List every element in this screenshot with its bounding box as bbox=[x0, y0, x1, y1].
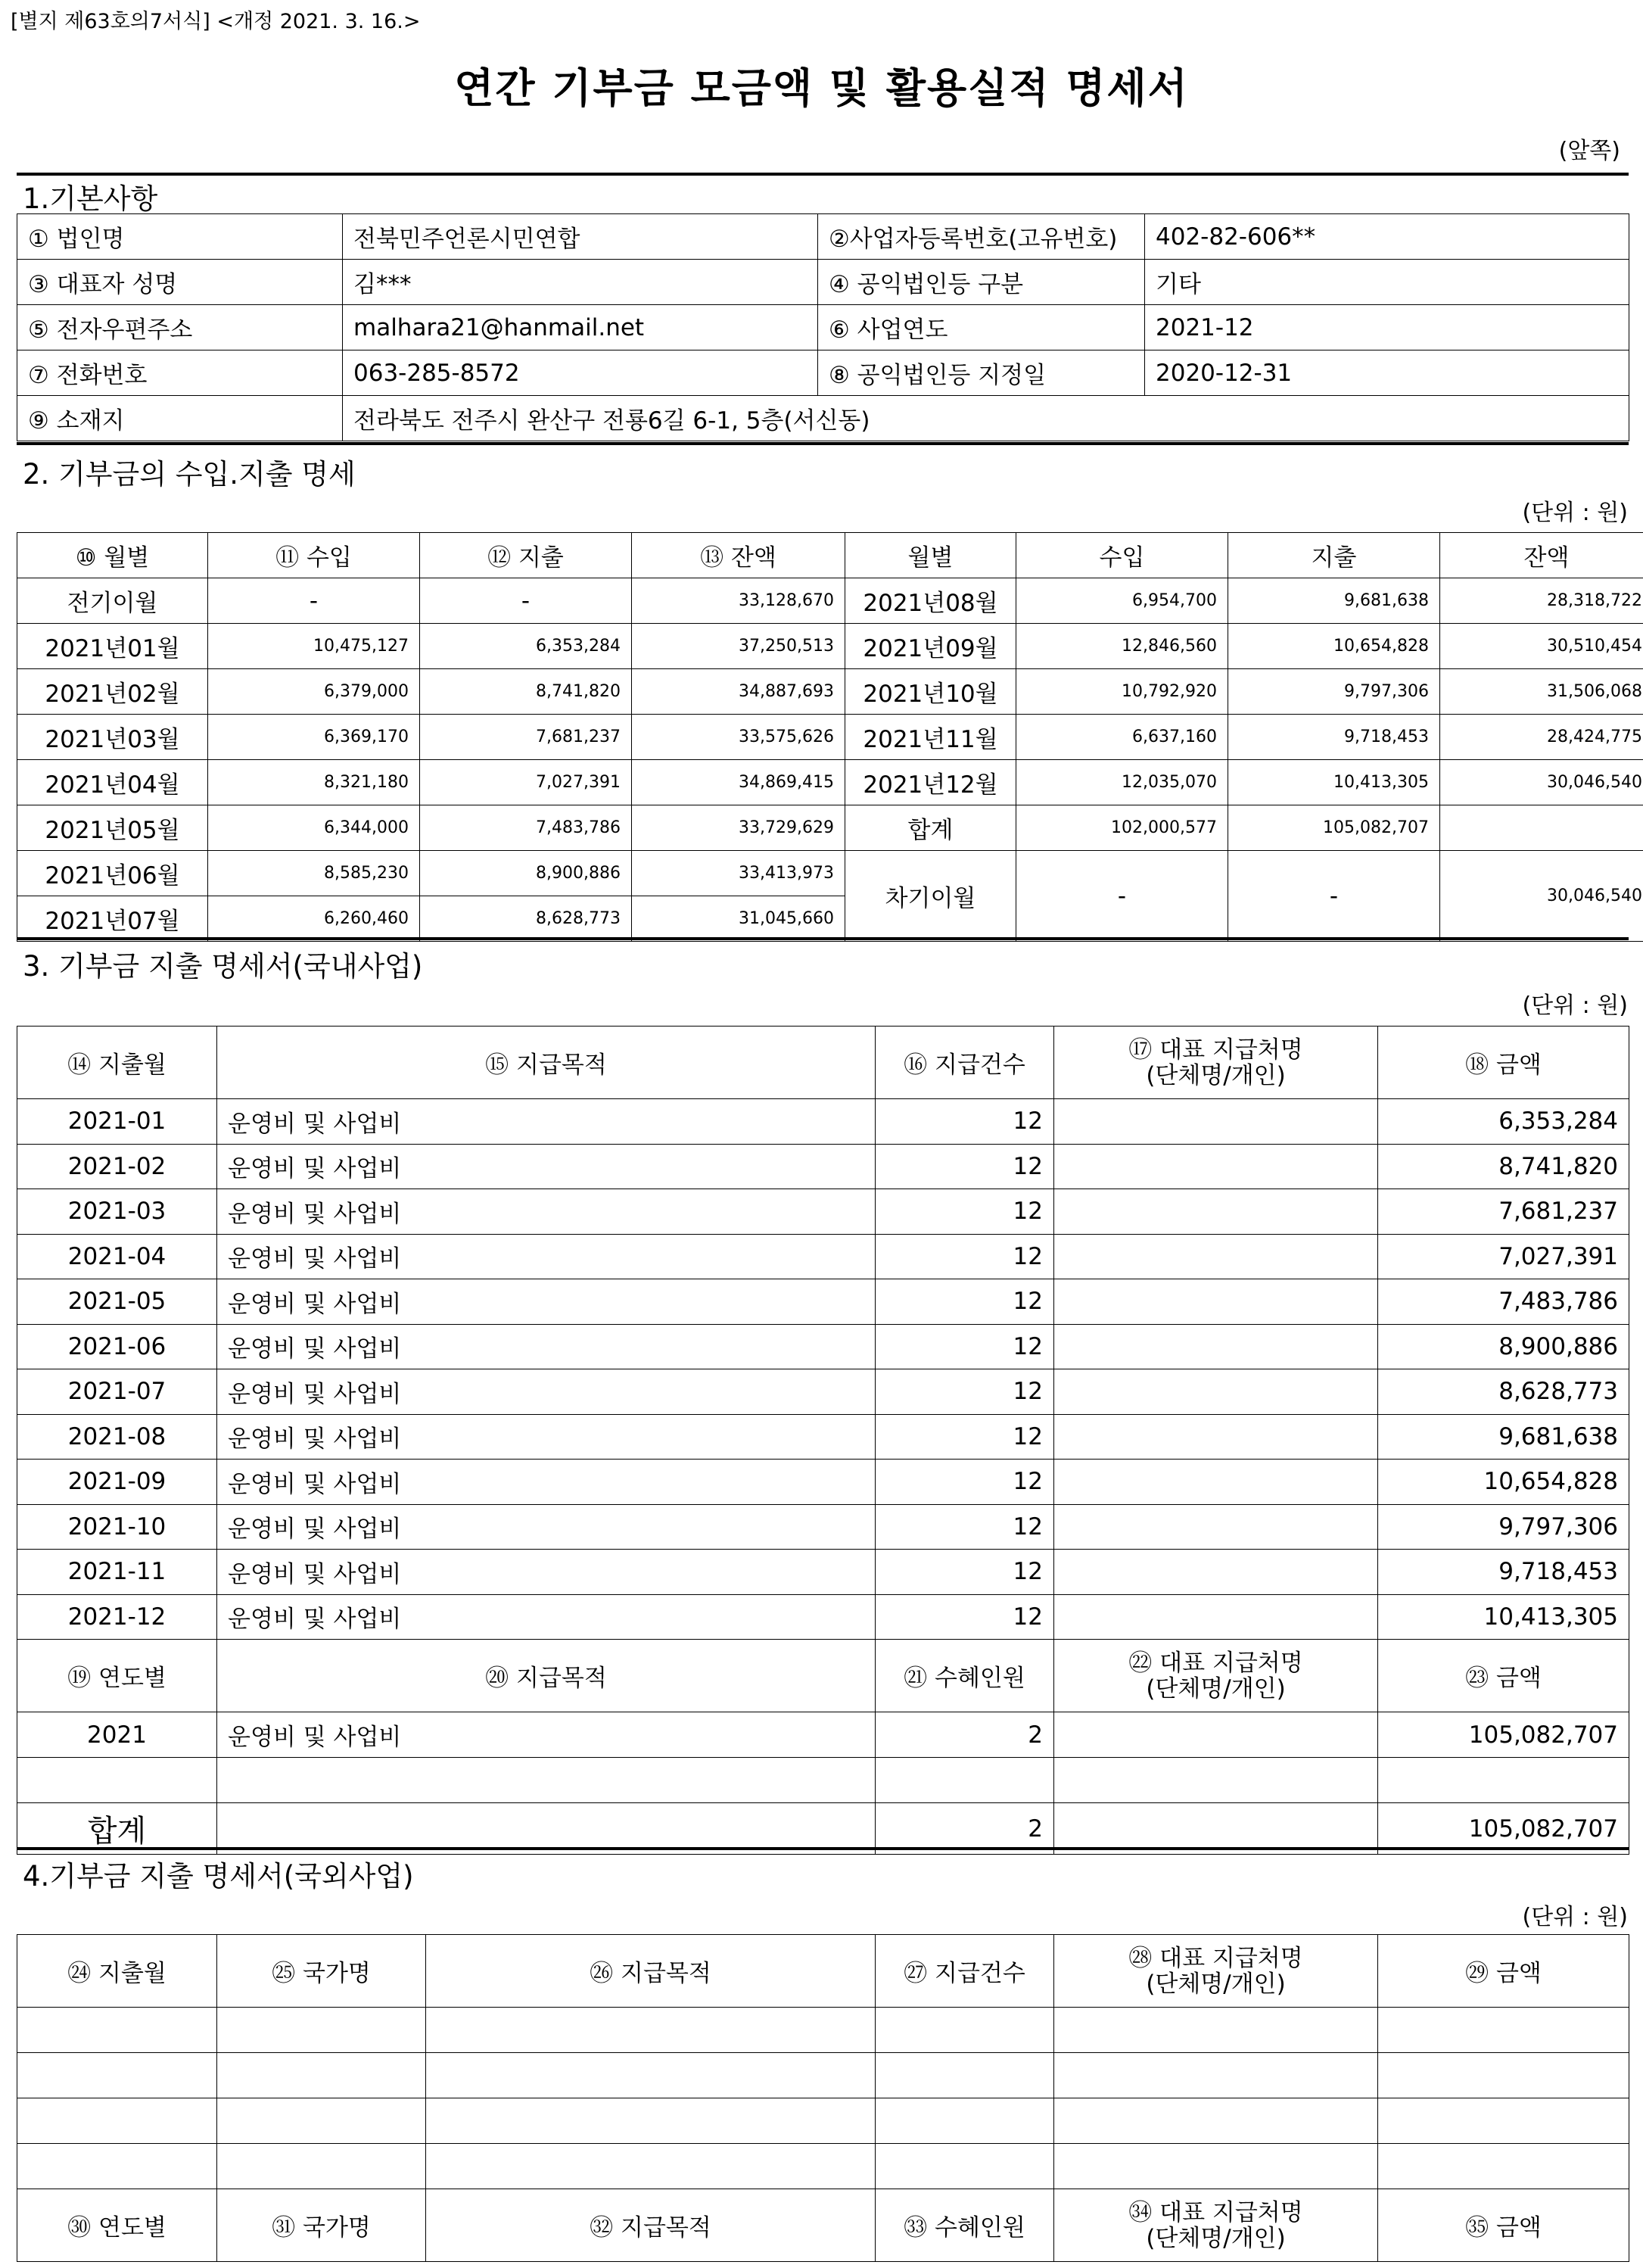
field-label: ① 법인명 bbox=[17, 214, 343, 260]
total-label: 합계 bbox=[17, 1803, 217, 1855]
month-cell: 2021년03월 bbox=[17, 715, 208, 760]
empty-cell bbox=[17, 2053, 217, 2098]
payee-cell bbox=[1054, 1189, 1378, 1235]
header-line: (단체명/개인) bbox=[1146, 1061, 1286, 1089]
count-cell: 12 bbox=[876, 1550, 1054, 1595]
count-cell: 12 bbox=[876, 1369, 1054, 1415]
amount-cell: 33,729,629 bbox=[632, 805, 845, 851]
table-header-row bbox=[17, 533, 1643, 578]
empty-cell bbox=[217, 2098, 426, 2144]
amount-cell: 8,741,820 bbox=[420, 669, 632, 715]
year-cell: 2021 bbox=[17, 1712, 217, 1758]
empty-cell bbox=[1054, 2144, 1378, 2189]
count-cell: 12 bbox=[876, 1099, 1054, 1145]
count-cell: 12 bbox=[876, 1144, 1054, 1189]
payee-cell bbox=[1054, 1099, 1378, 1145]
header-line: ⑰ 대표 지급처명 bbox=[1128, 1036, 1303, 1064]
empty-cell bbox=[426, 2144, 876, 2189]
expense-row bbox=[17, 1594, 1629, 1640]
section-divider bbox=[17, 442, 1629, 445]
empty-cell bbox=[17, 2008, 217, 2053]
month-cell: 2021-09 bbox=[17, 1460, 217, 1505]
amount-cell: 12,035,070 bbox=[1016, 760, 1228, 805]
column-header: ㉔ 지출월 bbox=[17, 1935, 217, 2008]
month-cell: 2021년09월 bbox=[845, 624, 1016, 669]
payee-cell bbox=[1054, 1504, 1378, 1550]
amount-cell: 105,082,707 bbox=[1378, 1712, 1629, 1758]
empty-cell bbox=[426, 2053, 876, 2098]
amount-cell: 9,718,453 bbox=[1228, 715, 1440, 760]
payee-cell bbox=[1054, 1279, 1378, 1325]
month-cell: 2021년02월 bbox=[17, 669, 208, 715]
empty-row bbox=[17, 2144, 1629, 2189]
field-label: ③ 대표자 성명 bbox=[17, 260, 343, 305]
column-header: ⑯ 지급건수 bbox=[876, 1027, 1054, 1099]
field-label: ⑨ 소재지 bbox=[17, 396, 343, 441]
field-value: malhara21@hanmail.net bbox=[343, 305, 818, 350]
month-cell: 2021년08월 bbox=[845, 578, 1016, 624]
expense-row bbox=[17, 1279, 1629, 1325]
column-header bbox=[1054, 1027, 1378, 1099]
month-cell: 합계 bbox=[845, 805, 1016, 851]
column-header: ⑬ 잔액 bbox=[632, 533, 845, 578]
count-cell: 12 bbox=[876, 1279, 1054, 1325]
domestic-expense-table bbox=[17, 1026, 1629, 1855]
empty-cell bbox=[1378, 2144, 1629, 2189]
amount-cell: 8,628,773 bbox=[1378, 1369, 1629, 1415]
column-header: ⑪ 수입 bbox=[208, 533, 420, 578]
amount-cell: 6,260,460 bbox=[208, 896, 420, 942]
amount-cell: 8,741,820 bbox=[1378, 1144, 1629, 1189]
empty-cell bbox=[1054, 2053, 1378, 2098]
column-header: ⑭ 지출월 bbox=[17, 1027, 217, 1099]
header-line: ㉞ 대표 지급처명 bbox=[1128, 2198, 1303, 2226]
basic-info-row bbox=[17, 214, 1629, 260]
section-divider bbox=[17, 937, 1629, 940]
purpose-cell: 운영비 및 사업비 bbox=[217, 1189, 876, 1235]
amount-cell: 6,637,160 bbox=[1016, 715, 1228, 760]
column-header: ㉕ 국가명 bbox=[217, 1935, 426, 2008]
section-title-basic-info: 1.기본사항 bbox=[23, 182, 158, 215]
month-cell: 2021-10 bbox=[17, 1504, 217, 1550]
field-label: ⑧ 공익법인등 지정일 bbox=[818, 350, 1145, 396]
column-header: ㉛ 국가명 bbox=[217, 2189, 426, 2262]
amount-cell: 10,792,920 bbox=[1016, 669, 1228, 715]
amount-cell bbox=[1378, 1758, 1629, 1803]
monthly-row bbox=[17, 669, 1643, 715]
amount-cell bbox=[1440, 805, 1643, 851]
monthly-row bbox=[17, 715, 1643, 760]
amount-cell: 6,954,700 bbox=[1016, 578, 1228, 624]
expense-row bbox=[17, 1099, 1629, 1145]
expense-row bbox=[17, 1550, 1629, 1595]
payee-cell bbox=[1054, 1234, 1378, 1279]
purpose-cell bbox=[217, 1758, 876, 1803]
month-cell: 2021-06 bbox=[17, 1324, 217, 1369]
column-header: ㉑ 수혜인원 bbox=[876, 1640, 1054, 1712]
month-cell: 2021-12 bbox=[17, 1594, 217, 1640]
header-line: (단체명/개인) bbox=[1146, 2224, 1286, 2252]
column-header: ㉚ 연도별 bbox=[17, 2189, 217, 2262]
empty-row bbox=[17, 2008, 1629, 2053]
amount-cell: 30,046,540 bbox=[1440, 851, 1643, 942]
expense-row bbox=[17, 1369, 1629, 1415]
amount-cell: 6,353,284 bbox=[1378, 1099, 1629, 1145]
amount-cell: 28,424,775 bbox=[1440, 715, 1643, 760]
empty-cell bbox=[217, 2144, 426, 2189]
amount-cell: 105,082,707 bbox=[1378, 1803, 1629, 1855]
table-header-row bbox=[17, 2189, 1629, 2262]
month-cell: 2021년06월 bbox=[17, 851, 208, 896]
column-header bbox=[1054, 1935, 1378, 2008]
amount-cell: - bbox=[1228, 851, 1440, 942]
table-header-row bbox=[17, 1640, 1629, 1712]
amount-cell: - bbox=[208, 578, 420, 624]
year-row bbox=[17, 1758, 1629, 1803]
purpose-cell: 운영비 및 사업비 bbox=[217, 1324, 876, 1369]
amount-cell: 34,887,693 bbox=[632, 669, 845, 715]
table-header-row bbox=[17, 1935, 1629, 2008]
section-divider bbox=[17, 173, 1629, 176]
count-cell: 12 bbox=[876, 1460, 1054, 1505]
page-side-label: (앞쪽) bbox=[1558, 138, 1620, 164]
empty-cell bbox=[426, 2008, 876, 2053]
amount-cell: 9,681,638 bbox=[1378, 1414, 1629, 1460]
unit-label: (단위 : 원) bbox=[1522, 1904, 1628, 1930]
overseas-expense-table bbox=[17, 1934, 1629, 2262]
monthly-income-expense-table bbox=[17, 532, 1643, 942]
empty-cell bbox=[1054, 2008, 1378, 2053]
amount-cell: 37,250,513 bbox=[632, 624, 845, 669]
section-title-domestic: 3. 기부금 지출 명세서(국내사업) bbox=[23, 950, 423, 983]
document-title: 연간 기부금 모금액 및 활용실적 명세서 bbox=[454, 64, 1189, 112]
purpose-cell: 운영비 및 사업비 bbox=[217, 1504, 876, 1550]
column-header: ⑩ 월별 bbox=[17, 533, 208, 578]
column-header: ㉖ 지급목적 bbox=[426, 1935, 876, 2008]
month-cell: 2021년11월 bbox=[845, 715, 1016, 760]
amount-cell: 33,128,670 bbox=[632, 578, 845, 624]
count-cell: 2 bbox=[876, 1803, 1054, 1855]
month-cell: 2021년04월 bbox=[17, 760, 208, 805]
expense-row bbox=[17, 1504, 1629, 1550]
empty-cell bbox=[876, 2008, 1054, 2053]
amount-cell: 8,585,230 bbox=[208, 851, 420, 896]
count-cell: 12 bbox=[876, 1504, 1054, 1550]
amount-cell: 8,900,886 bbox=[1378, 1324, 1629, 1369]
empty-cell bbox=[217, 2053, 426, 2098]
column-header: ㉜ 지급목적 bbox=[426, 2189, 876, 2262]
column-header: ⑳ 지급목적 bbox=[217, 1640, 876, 1712]
amount-cell: 10,654,828 bbox=[1228, 624, 1440, 669]
purpose-cell: 운영비 및 사업비 bbox=[217, 1144, 876, 1189]
purpose-cell: 운영비 및 사업비 bbox=[217, 1460, 876, 1505]
month-cell: 차기이월 bbox=[845, 851, 1016, 942]
month-cell: 2021-08 bbox=[17, 1414, 217, 1460]
column-header: ⑲ 연도별 bbox=[17, 1640, 217, 1712]
field-value: 전라북도 전주시 완산구 전룡6길 6-1, 5층(서신동) bbox=[343, 396, 1629, 441]
column-header: ㉓ 금액 bbox=[1378, 1640, 1629, 1712]
column-header: ⑮ 지급목적 bbox=[217, 1027, 876, 1099]
basic-info-row bbox=[17, 396, 1629, 441]
field-label: ⑤ 전자우편주소 bbox=[17, 305, 343, 350]
field-value: 2020-12-31 bbox=[1145, 350, 1629, 396]
count-cell: 12 bbox=[876, 1234, 1054, 1279]
column-header bbox=[1054, 2189, 1378, 2262]
amount-cell: 9,718,453 bbox=[1378, 1550, 1629, 1595]
amount-cell: - bbox=[1016, 851, 1228, 942]
count-cell: 12 bbox=[876, 1324, 1054, 1369]
amount-cell: 6,344,000 bbox=[208, 805, 420, 851]
amount-cell: 9,797,306 bbox=[1228, 669, 1440, 715]
column-header: 잔액 bbox=[1440, 533, 1643, 578]
column-header: ㉟ 금액 bbox=[1378, 2189, 1629, 2262]
section-divider bbox=[17, 1847, 1629, 1850]
field-value: 402-82-606** bbox=[1145, 214, 1629, 260]
field-value: 2021-12 bbox=[1145, 305, 1629, 350]
amount-cell: 9,797,306 bbox=[1378, 1504, 1629, 1550]
month-cell: 2021-03 bbox=[17, 1189, 217, 1235]
column-header: 수입 bbox=[1016, 533, 1228, 578]
month-cell: 2021년05월 bbox=[17, 805, 208, 851]
purpose-cell: 운영비 및 사업비 bbox=[217, 1234, 876, 1279]
column-header: ⑫ 지출 bbox=[420, 533, 632, 578]
month-cell: 전기이월 bbox=[17, 578, 208, 624]
amount-cell: 30,046,540 bbox=[1440, 760, 1643, 805]
amount-cell: 7,027,391 bbox=[420, 760, 632, 805]
monthly-row bbox=[17, 624, 1643, 669]
amount-cell: 10,475,127 bbox=[208, 624, 420, 669]
count-cell: 12 bbox=[876, 1414, 1054, 1460]
expense-row bbox=[17, 1234, 1629, 1279]
amount-cell: 10,654,828 bbox=[1378, 1460, 1629, 1505]
empty-row bbox=[17, 2053, 1629, 2098]
month-cell: 2021-11 bbox=[17, 1550, 217, 1595]
amount-cell: 10,413,305 bbox=[1228, 760, 1440, 805]
amount-cell: 33,575,626 bbox=[632, 715, 845, 760]
header-line: ㉘ 대표 지급처명 bbox=[1128, 1944, 1303, 1972]
column-header: 월별 bbox=[845, 533, 1016, 578]
empty-cell bbox=[1378, 2008, 1629, 2053]
amount-cell: 6,379,000 bbox=[208, 669, 420, 715]
monthly-row bbox=[17, 578, 1643, 624]
month-cell: 2021-07 bbox=[17, 1369, 217, 1415]
month-cell: 2021-01 bbox=[17, 1099, 217, 1145]
count-cell: 12 bbox=[876, 1189, 1054, 1235]
basic-info-row bbox=[17, 260, 1629, 305]
header-line: (단체명/개인) bbox=[1146, 1970, 1286, 1998]
month-cell: 2021년10월 bbox=[845, 669, 1016, 715]
field-value: 김*** bbox=[343, 260, 818, 305]
amount-cell: 7,027,391 bbox=[1378, 1234, 1629, 1279]
expense-row bbox=[17, 1324, 1629, 1369]
count-cell: 12 bbox=[876, 1594, 1054, 1640]
payee-cell bbox=[1054, 1414, 1378, 1460]
month-cell: 2021년12월 bbox=[845, 760, 1016, 805]
field-value: 전북민주언론시민연합 bbox=[343, 214, 818, 260]
purpose-cell: 운영비 및 사업비 bbox=[217, 1712, 876, 1758]
expense-row bbox=[17, 1414, 1629, 1460]
field-label: ⑦ 전화번호 bbox=[17, 350, 343, 396]
expense-row bbox=[17, 1144, 1629, 1189]
payee-cell bbox=[1054, 1324, 1378, 1369]
column-header bbox=[1054, 1640, 1378, 1712]
empty-cell bbox=[17, 2144, 217, 2189]
column-header: ㉝ 수혜인원 bbox=[876, 2189, 1054, 2262]
section-title-overseas: 4.기부금 지출 명세서(국외사업) bbox=[23, 1860, 414, 1893]
empty-cell bbox=[17, 2098, 217, 2144]
basic-info-table bbox=[17, 213, 1629, 441]
month-cell: 2021년07월 bbox=[17, 896, 208, 942]
column-header: ㉗ 지급건수 bbox=[876, 1935, 1054, 2008]
payee-cell bbox=[1054, 1712, 1378, 1758]
empty-cell bbox=[876, 2098, 1054, 2144]
amount-cell: 105,082,707 bbox=[1228, 805, 1440, 851]
column-header: ㉙ 금액 bbox=[1378, 1935, 1629, 2008]
purpose-cell: 운영비 및 사업비 bbox=[217, 1369, 876, 1415]
purpose-cell: 운영비 및 사업비 bbox=[217, 1414, 876, 1460]
column-header: ⑱ 금액 bbox=[1378, 1027, 1629, 1099]
amount-cell: 34,869,415 bbox=[632, 760, 845, 805]
expense-row bbox=[17, 1460, 1629, 1505]
empty-cell bbox=[217, 2008, 426, 2053]
amount-cell: 12,846,560 bbox=[1016, 624, 1228, 669]
header-line: (단체명/개인) bbox=[1146, 1675, 1286, 1703]
purpose-cell: 운영비 및 사업비 bbox=[217, 1099, 876, 1145]
purpose-cell: 운영비 및 사업비 bbox=[217, 1279, 876, 1325]
amount-cell: 7,681,237 bbox=[420, 715, 632, 760]
purpose-cell: 운영비 및 사업비 bbox=[217, 1594, 876, 1640]
amount-cell: 31,045,660 bbox=[632, 896, 845, 942]
amount-cell: 9,681,638 bbox=[1228, 578, 1440, 624]
field-value: 063-285-8572 bbox=[343, 350, 818, 396]
month-cell: 2021년01월 bbox=[17, 624, 208, 669]
monthly-row bbox=[17, 851, 1643, 896]
count-cell: 2 bbox=[876, 1712, 1054, 1758]
amount-cell: 102,000,577 bbox=[1016, 805, 1228, 851]
field-label: ④ 공익법인등 구분 bbox=[818, 260, 1145, 305]
amount-cell: 30,510,454 bbox=[1440, 624, 1643, 669]
empty-cell bbox=[876, 2053, 1054, 2098]
table-header-row bbox=[17, 1027, 1629, 1099]
amount-cell: 10,413,305 bbox=[1378, 1594, 1629, 1640]
monthly-row bbox=[17, 805, 1643, 851]
amount-cell: 33,413,973 bbox=[632, 851, 845, 896]
year-cell bbox=[17, 1758, 217, 1803]
amount-cell: 8,900,886 bbox=[420, 851, 632, 896]
basic-info-row bbox=[17, 350, 1629, 396]
column-header: 지출 bbox=[1228, 533, 1440, 578]
unit-label: (단위 : 원) bbox=[1522, 500, 1628, 526]
amount-cell: 7,681,237 bbox=[1378, 1189, 1629, 1235]
field-label: ②사업자등록번호(고유번호) bbox=[818, 214, 1145, 260]
payee-cell bbox=[1054, 1594, 1378, 1640]
field-label: ⑥ 사업연도 bbox=[818, 305, 1145, 350]
month-cell: 2021-04 bbox=[17, 1234, 217, 1279]
payee-cell bbox=[1054, 1144, 1378, 1189]
purpose-cell: 운영비 및 사업비 bbox=[217, 1550, 876, 1595]
empty-cell bbox=[876, 2144, 1054, 2189]
count-cell bbox=[876, 1758, 1054, 1803]
section-title-income-expense: 2. 기부금의 수입.지출 명세 bbox=[23, 458, 356, 491]
empty-cell bbox=[1054, 2098, 1378, 2144]
amount-cell: 7,483,786 bbox=[420, 805, 632, 851]
form-number-tag: [별지 제63호의7서식] <개정 2021. 3. 16.> bbox=[11, 10, 421, 33]
amount-cell: 28,318,722 bbox=[1440, 578, 1643, 624]
amount-cell: 7,483,786 bbox=[1378, 1279, 1629, 1325]
payee-cell bbox=[1054, 1758, 1378, 1803]
amount-cell: 8,628,773 bbox=[420, 896, 632, 942]
field-value: 기타 bbox=[1145, 260, 1629, 305]
amount-cell: 6,353,284 bbox=[420, 624, 632, 669]
year-row bbox=[17, 1712, 1629, 1758]
empty-row bbox=[17, 2098, 1629, 2144]
payee-cell bbox=[1054, 1550, 1378, 1595]
payee-cell bbox=[1054, 1369, 1378, 1415]
amount-cell: 8,321,180 bbox=[208, 760, 420, 805]
payee-cell bbox=[1054, 1460, 1378, 1505]
amount-cell: 6,369,170 bbox=[208, 715, 420, 760]
amount-cell: 31,506,068 bbox=[1440, 669, 1643, 715]
empty-cell bbox=[1378, 2053, 1629, 2098]
basic-info-row bbox=[17, 305, 1629, 350]
monthly-row bbox=[17, 760, 1643, 805]
month-cell: 2021-05 bbox=[17, 1279, 217, 1325]
amount-cell: - bbox=[420, 578, 632, 624]
month-cell: 2021-02 bbox=[17, 1144, 217, 1189]
unit-label: (단위 : 원) bbox=[1522, 992, 1628, 1019]
expense-row bbox=[17, 1189, 1629, 1235]
header-line: ㉒ 대표 지급처명 bbox=[1128, 1649, 1303, 1677]
empty-cell bbox=[1378, 2098, 1629, 2144]
empty-cell bbox=[426, 2098, 876, 2144]
